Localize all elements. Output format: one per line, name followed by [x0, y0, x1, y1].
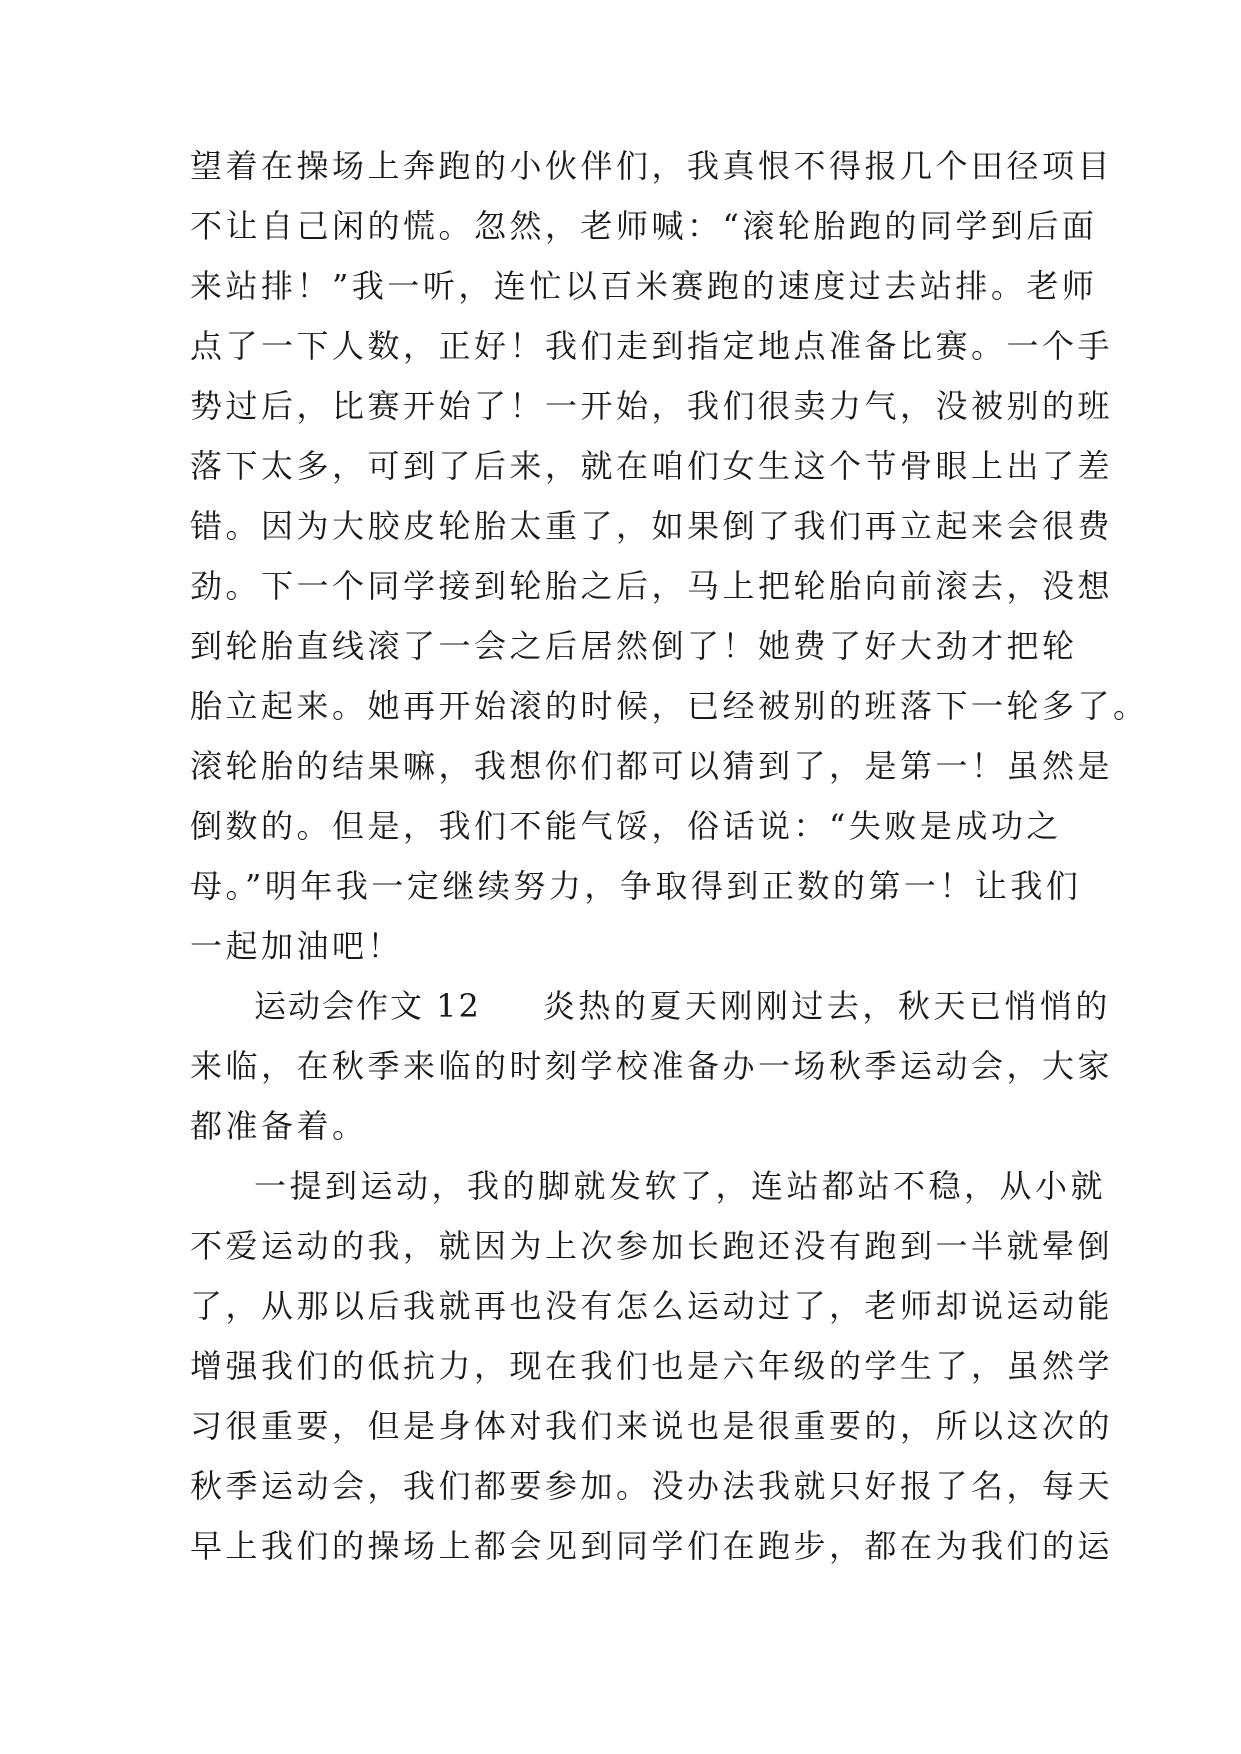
- text-line: 势过后，比赛开始了！一开始，我们很卖力气，没被别的班: [190, 387, 1114, 425]
- text-line: 秋季运动会，我们都要参加。没办法我就只好报了名，每天: [190, 1467, 1114, 1505]
- text-line: 到轮胎直线滚了一会之后居然倒了！她费了好大劲才把轮: [190, 627, 1078, 665]
- text-line: 落下太多，可到了后来，就在咱们女生这个节骨眼上出了差: [190, 447, 1114, 485]
- text-line: 一提到运动，我的脚就发软了，连站都站不稳，从小就: [254, 1167, 1107, 1205]
- text-line: 错。因为大胶皮轮胎太重了，如果倒了我们再立起来会很费: [190, 507, 1114, 545]
- text-line: 早上我们的操场上都会见到同学们在跑步，都在为我们的运: [190, 1527, 1114, 1565]
- paragraph-tire-race: [190, 136, 1149, 976]
- text-line: 胎立起来。她再开始滚的时候，已经被别的班落下一轮多了。: [190, 687, 1149, 725]
- text-line: 都准备着。: [190, 1107, 368, 1145]
- essay-title: 运动会作文 12: [254, 987, 481, 1025]
- text-line: 母。”明年我一定继续努力，争取得到正数的第一！让我们: [190, 867, 1082, 905]
- text-line: 了，从那以后我就再也没有怎么运动过了，老师却说运动能: [190, 1287, 1114, 1325]
- text-line: 滚轮胎的结果嘛，我想你们都可以猜到了，是第一！虽然是: [190, 747, 1114, 785]
- text-line: 习很重要，但是身体对我们来说也是很重要的，所以这次的: [190, 1407, 1114, 1445]
- text-line: 倒数的。但是，我们不能气馁，俗话说：“失败是成功之: [190, 807, 1062, 845]
- text-line: 一起加油吧！: [190, 927, 404, 965]
- essay-heading-line: [190, 976, 1111, 1036]
- text-line: 增强我们的低抗力，现在我们也是六年级的学生了，虽然学: [190, 1347, 1114, 1385]
- text-line: 劲。下一个同学接到轮胎之后，马上把轮胎向前滚去，没想: [190, 567, 1114, 605]
- paragraph-essay-12-intro: [190, 976, 1114, 1156]
- essay-opening-text: 炎热的夏天刚刚过去，秋天已悄悄的: [542, 987, 1111, 1025]
- text-line: 点了一下人数，正好！我们走到指定地点准备比赛。一个手: [190, 327, 1114, 365]
- text-line: 来临，在秋季来临的时刻学校准备办一场秋季运动会，大家: [190, 1047, 1114, 1085]
- text-line: 来站排！”我一听，连忙以百米赛跑的速度过去站排。老师: [190, 267, 1098, 305]
- paragraph-sports-fear: [190, 1156, 1114, 1576]
- text-line: 不让自己闲的慌。忽然，老师喊：“滚轮胎跑的同学到后面: [190, 207, 1098, 245]
- text-line: 望着在操场上奔跑的小伙伴们，我真恨不得报几个田径项目: [190, 147, 1114, 185]
- text-line: 不爱运动的我，就因为上次参加长跑还没有跑到一半就晕倒: [190, 1227, 1114, 1265]
